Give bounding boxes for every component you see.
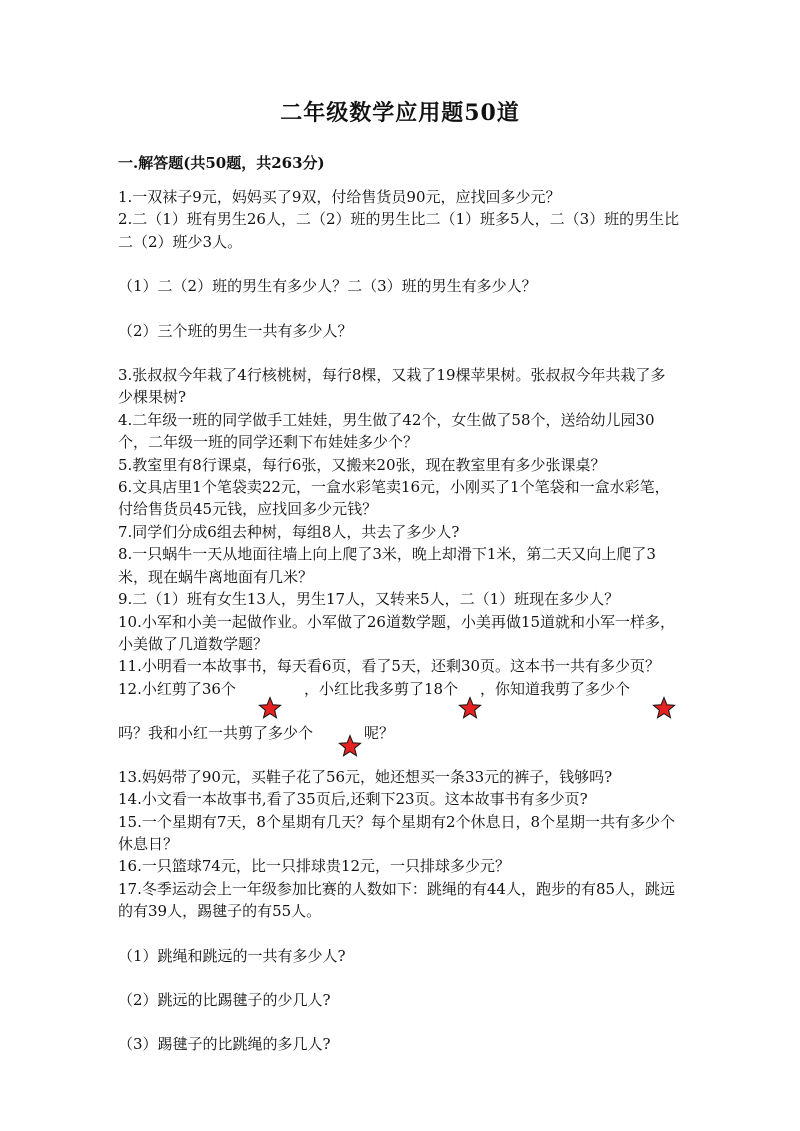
question-17: 17.冬季运动会上一年级参加比赛的人数如下：跳绳的有44人，跑步的有85人，跳远的有39人，踢毽子的有55人。 — [118, 879, 676, 921]
star-icon — [338, 734, 362, 758]
question-17-part-2: （2）跳远的比踢毽子的少几人? — [118, 990, 331, 1009]
question-10: 10.小军和小美一起做作业。小军做了26道数学题，小美再做15道就和小军一样多，小美做了几道数学题？ — [118, 612, 676, 653]
question-12-text-a: 12.小红剪了36个 — [118, 679, 236, 698]
question-1: 1.一双袜子9元，妈妈买了9双，付给售货员90元，应找回多少元？ — [118, 188, 561, 206]
question-12-text-d: 吗？我和小红一共剪了多少个 — [118, 723, 314, 742]
question-4: 4.二年级一班的同学做手工娃娃，男生做了42个，女生做了58个，送给幼儿园30个，二年级一班的同学还剩下布娃娃多少个？ — [118, 410, 655, 452]
question-2: 2.二（1）班有男生26人，二（2）班的男生比二（1）班多5人，二（3）班的男生比二（2）班少3人。 — [118, 210, 680, 251]
question-8: 8.一只蜗牛一天从地面往墙上向上爬了3米，晚上却滑下1米，第二天又向上爬了3米，现在蜗牛离地面有几米？ — [118, 545, 656, 586]
question-9: 9.二（1）班有女生13人，男生17人，又转来5人，二（1）班现在多少人？ — [118, 590, 620, 609]
question-17-part-1: （1）跳绳和跳远的一共有多少人? — [118, 946, 346, 965]
question-13: 13.妈妈带了90元，买鞋子花了56元，她还想买一条33元的裤子，钱够吗? — [118, 767, 613, 786]
star-icon — [652, 696, 676, 720]
question-17-part-3: （3）踢毽子的比跳绳的多几人? — [118, 1035, 331, 1054]
question-16: 16.一只篮球74元，比一只排球贵12元，一只排球多少元？ — [118, 857, 511, 876]
page-title: 二年级数学应用题50道 — [280, 100, 520, 126]
question-12-text-b: ，小红比我多剪了18个 — [304, 679, 459, 698]
question-2-part-1: （1）二（2）班的男生有多少人？二（3）班的男生有多少人？ — [118, 277, 537, 296]
star-icon — [458, 696, 482, 720]
question-11: 11.小明看一本故事书，每天看6页，看了5天，还剩30页。这本书一共有多少页？ — [118, 657, 661, 676]
section-heading: 一.解答题(共50题，共263分) — [118, 154, 325, 172]
question-6: 6.文具店里1个笔袋卖22元，一盒水彩笔卖16元，小刚买了1个笔袋和一盒水彩笔，付给售货员45元钱，应找回多少元钱？ — [118, 478, 670, 519]
question-14: 14.小文看一本故事书,看了35页后,还剩下23页。这本故事书有多少页? — [118, 790, 588, 809]
question-5: 5.教室里有8行课桌，每行6张，又搬来20张，现在教室里有多少张课桌？ — [118, 455, 606, 474]
star-icon — [258, 696, 282, 720]
question-list — [118, 186, 680, 1056]
question-12-text-e: 呢？ — [364, 723, 395, 742]
question-12-text-c: ，你知道我剪了多少个 — [480, 679, 631, 698]
question-12-line-1 — [118, 678, 680, 722]
question-2-part-2: （2）三个班的男生一共有多少人？ — [118, 321, 353, 340]
question-7: 7.同学们分成6组去种树，每组8人，共去了多少人? — [118, 522, 460, 541]
question-3: 3.张叔叔今年栽了4行核桃树，每行8棵，又栽了19棵苹果树。张叔叔今年共栽了多少棵果树? — [118, 366, 666, 407]
question-15: 15.一个星期有7天，8个星期有几天？每个星期有2个休息日，8个星期一共有多少个休息日？ — [118, 812, 676, 853]
question-12-line-2 — [118, 722, 680, 766]
